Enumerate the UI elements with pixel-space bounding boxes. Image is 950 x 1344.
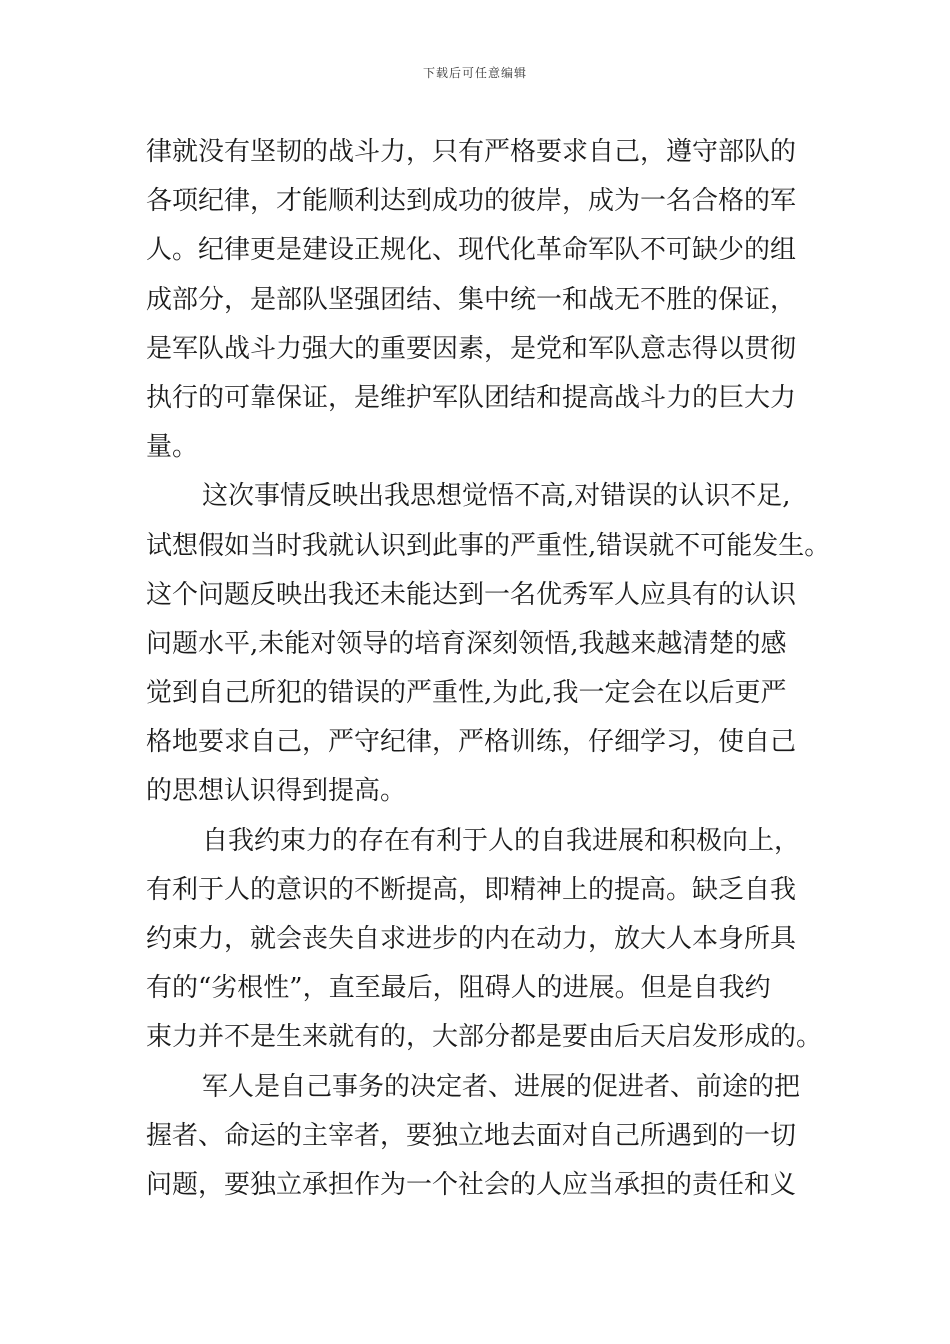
text-line: 执行的可靠保证，是维护军队团结和提高战斗力的巨大力 [146,382,797,413]
text-line: 约束力，就会丧失自求进步的内在动力，放大人本身所具 [146,924,797,954]
paragraph-start-line: 自我约束力的存在有利于人的自我进展和积极向上， [202,825,801,856]
text-line: 这个问题反映出我还未能达到一名优秀军人应具有的认识 [146,579,797,610]
text-line: 试想假如当时我就认识到此事的严重性,错误就不可能发生。 [146,530,831,561]
text-line: 是军队战斗力强大的重要因素，是党和军队意志得以贯彻 [146,333,797,364]
paragraph-start-line: 军人是自己事务的决定者、进展的促进者、前途的把 [202,1071,801,1102]
text-line: 问题水平,未能对领导的培育深刻领悟,我越来越清楚的感 [146,628,787,659]
text-line: 人。纪律更是建设正规化、现代化革命军队不可缺少的组 [146,235,797,266]
text-line: 成部分，是部队坚强团结、集中统一和战无不胜的保证， [146,284,797,315]
text-line: 束力并不是生来就有的，大部分都是要由后天启发形成的。 [146,1022,823,1053]
text-line: 觉到自己所犯的错误的严重性,为此,我一定会在以后更严 [146,678,787,709]
text-line: 格地要求自己，严守纪律，严格训练，仔细学习，使自己 [146,727,797,758]
text-line: 各项纪律，才能顺利达到成功的彼岸，成为一名合格的军 [146,186,797,217]
paragraph-start-line: 这次事情反映出我思想觉悟不高,对错误的认识不足, [202,481,791,512]
text-line: 问题，要独立承担作为一个社会的人应当承担的责任和义 [146,1169,797,1200]
text-line: 有利于人的意识的不断提高，即精神上的提高。缺乏自我 [146,874,797,905]
text-line: 律就没有坚韧的战斗力，只有严格要求自己，遵守部队的 [146,137,797,167]
text-line: 有的“劣根性”，直至最后，阻碍人的进展。但是自我约 [146,973,771,1004]
document-body [146,128,831,1210]
text-line: 握者、命运的主宰者，要独立地去面对自己所遇到的一切 [146,1120,797,1151]
text-line: 量。 [146,432,199,463]
text-line: 的思想认识得到提高。 [146,776,407,807]
page-header: 下载后可任意编辑 [422,66,527,80]
